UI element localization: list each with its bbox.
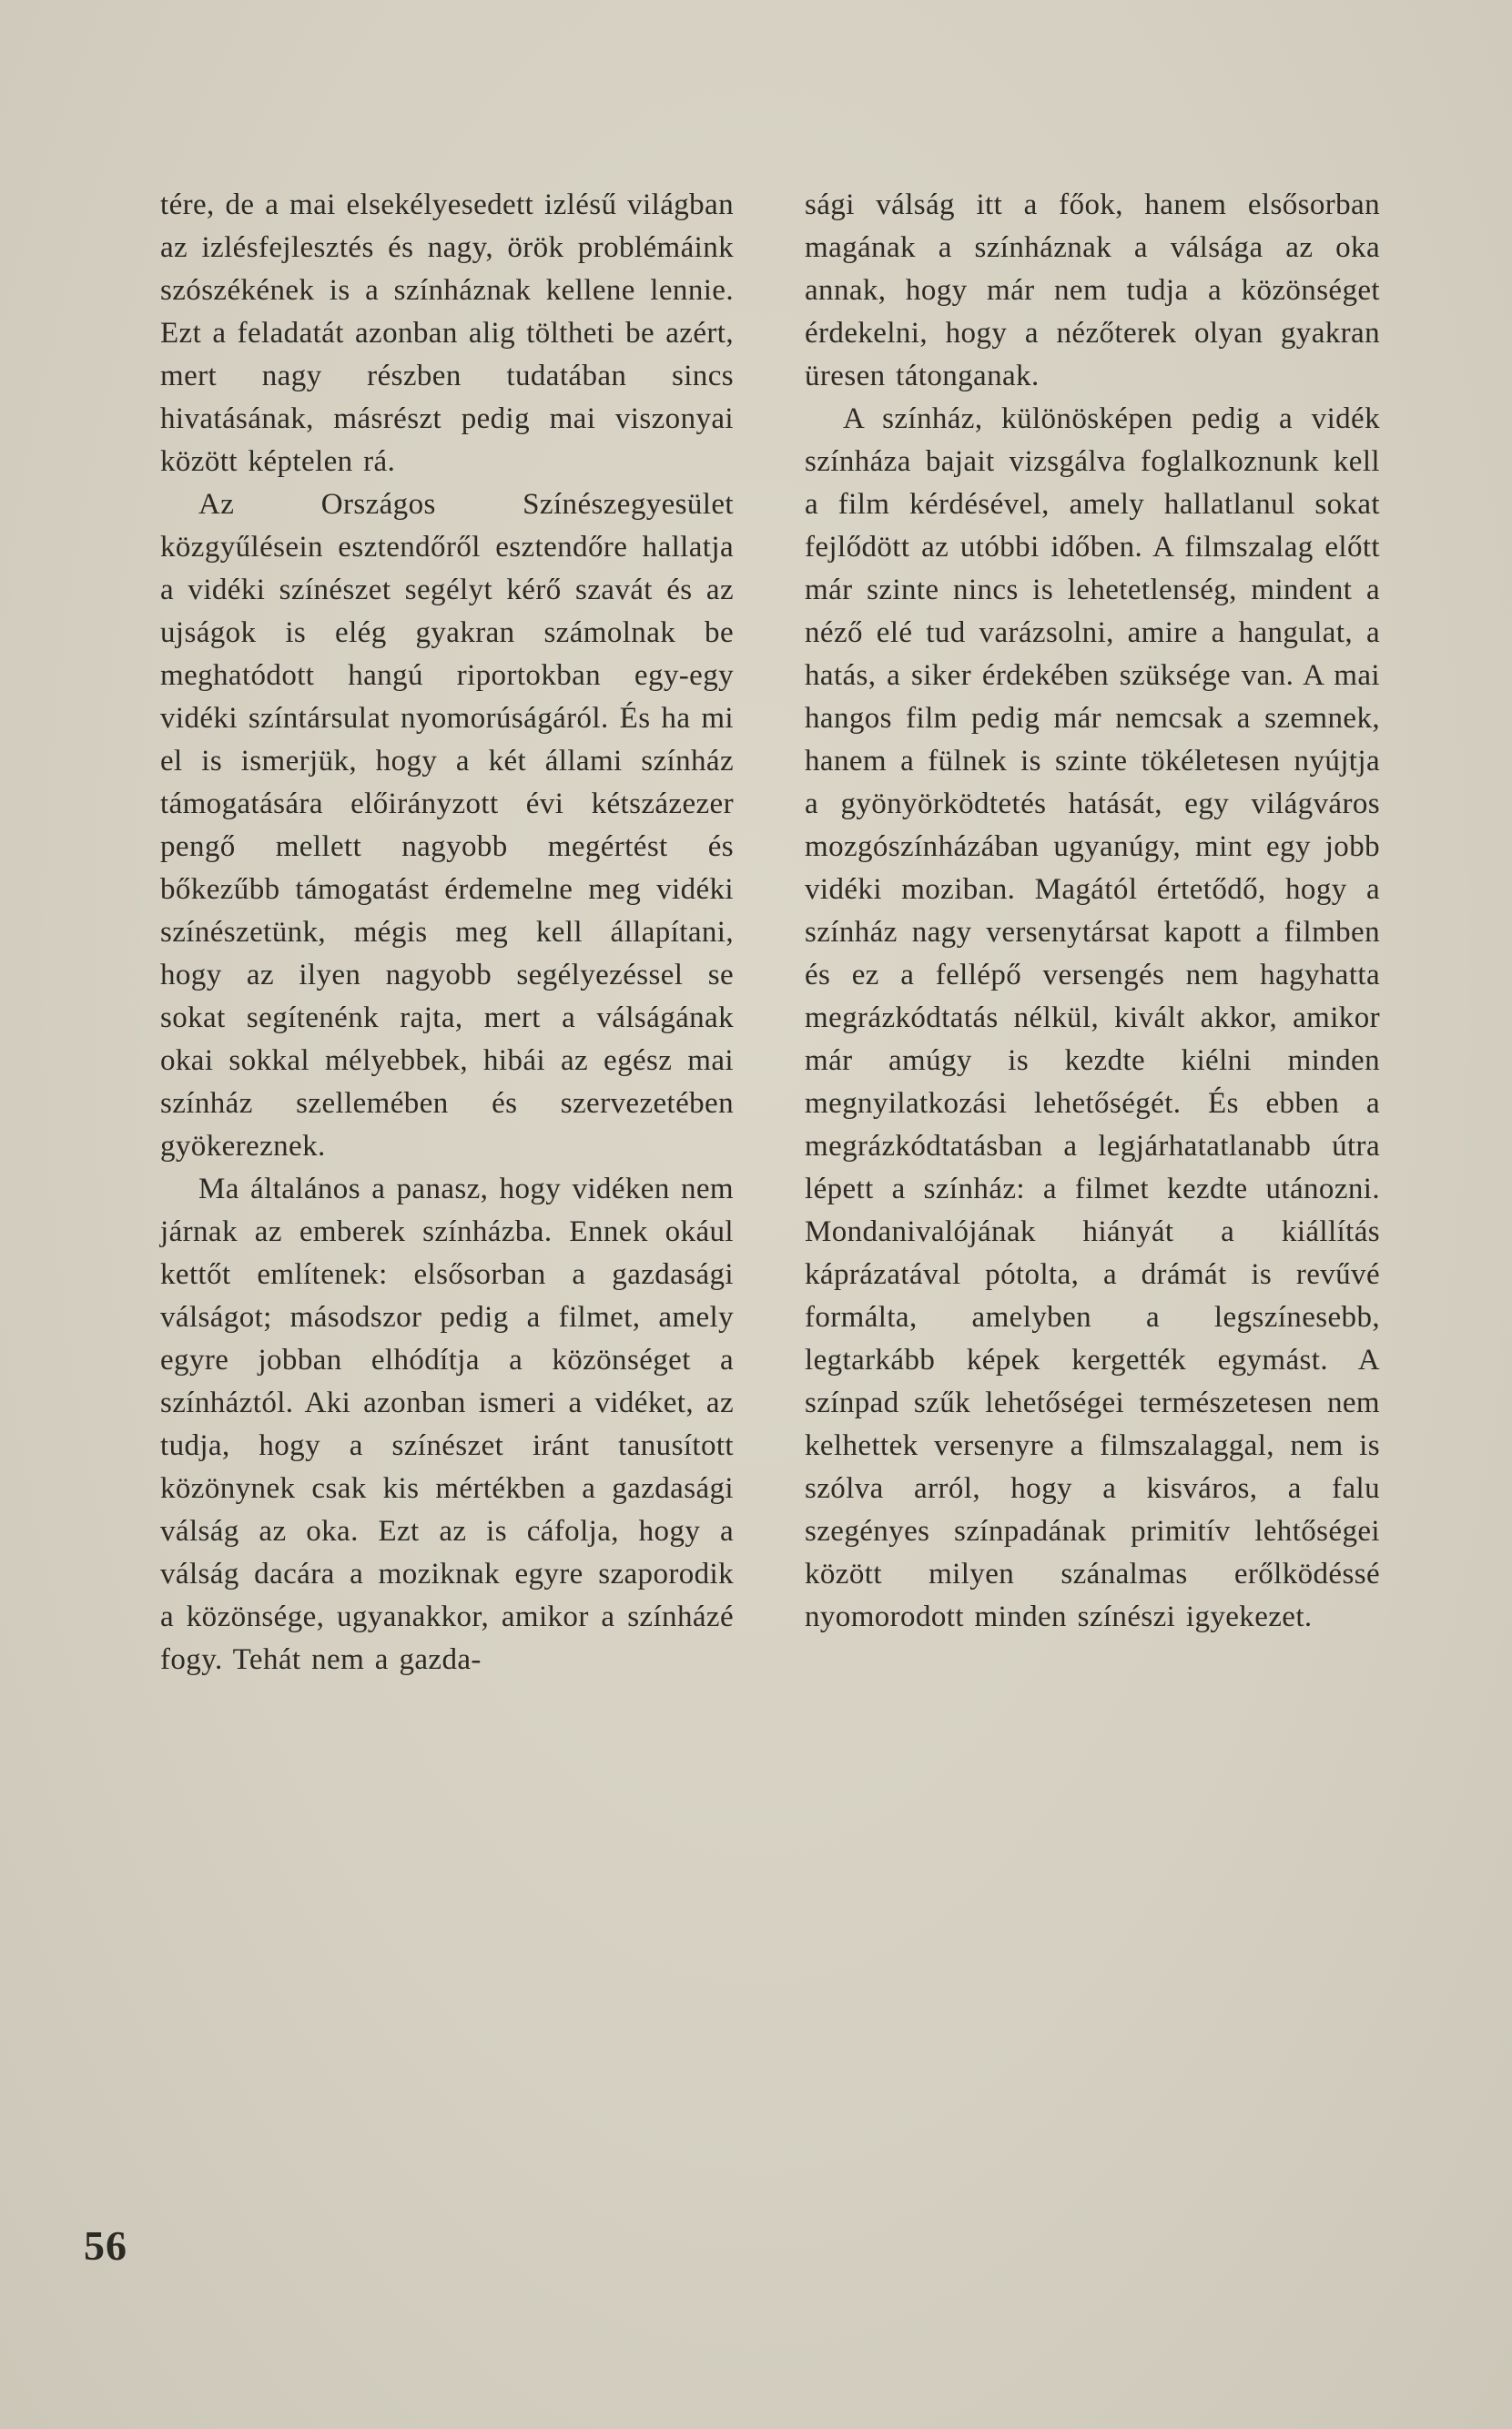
- body-paragraph: sági válság itt a főok, hanem elsősorban magának a színháznak a válsága az oka annak, hogy már nem tudja a közönséget érdekelni, hogy a nézőterek olyan gyakran üresen tátonganak.: [805, 188, 1380, 392]
- left-column: [160, 184, 734, 1682]
- body-paragraph: Az Országos Színészegyesület közgyűlésein esztendőről esztendőre hallatja a vidéki színészet segélyt kérő szavát és az ujságok is elég gyakran számolnak be meghatódott hangú riportokban egy-egy vidéki színtársulat nyomorúságáról. És ha mi el is ismerjük, hogy a két állami színház támogatására előirányzott évi kétszázezer pengő mellett nagyobb megértést és bőkezűbb támogatást érdemelne meg vidéki színészetünk, mégis meg kell állapítani, hogy az ilyen nagyobb segélyezéssel se sokat segítenénk rajta, mert a válságának okai sokkal mélyebbek, hibái az egész mai színház szellemében és szervezetében gyökereznek.: [160, 488, 734, 1163]
- body-paragraph: A színház, különösképen pedig a vidék színháza bajait vizsgálva foglalkoznunk kell a film kérdésével, amely hallatlanul sokat fejlődött az utóbbi időben. A filmszalag előtt már szinte nincs is lehetetlenség, mindent a néző elé tud varázsolni, amire a hangulat, a hatás, a siker érdekében szüksége van. A mai hangos film pedig már nemcsak a szemnek, hanem a fülnek is szinte tökéletesen nyújtja a gyönyörködtetés hatását, egy világváros mozgószínházában ugyanúgy, mint egy jobb vidéki moziban. Magától értetődő, hogy a színház nagy versenytársat kapott a filmben és ez a fellépő versengés nem hagyhatta megrázkódtatás nélkül, kivált akkor, amikor már amúgy is kezdte kiélni minden megnyilatkozási lehetőségét. És ebben a megrázkódtatásban a legjárhatatlanabb útra lépett a színház: a filmet kezdte utánozni. Mondanivalójának hiányát a kiállítás káprázatával pótolta, a drámát is revűvé formálta, amelyben a legszínesebb, legtarkább képek kergették egymást. A színpad szűk lehetőségei természetesen nem kelhettek versenyre a filmszalaggal, nem is szólva arról, hogy a kisváros, a falu szegényes színpadának primitív lehtőségei között milyen szánalmas erőlködéssé nyomorodott minden színészi igyekezet.: [805, 402, 1380, 1633]
- page-number: 56: [84, 2222, 127, 2269]
- body-paragraph: Ma általános a panasz, hogy vidéken nem járnak az emberek színházba. Ennek okául kettőt említenek: elsősorban a gazdasági válságot; másodszor pedig a filmet, amely egyre jobban elhódítja a közönséget a színháztól. Aki azonban ismeri a vidéket, az tudja, hogy a színészet iránt tanusított közönynek csak kis mértékben a gazdasági válság az oka. Ezt az is cáfolja, hogy a válság dacára a moziknak egyre szaporodik a közönsége, ugyanakkor, amikor a színházé fogy. Tehát nem a gazda-: [160, 1173, 734, 1676]
- right-column: [805, 184, 1380, 1639]
- body-paragraph: tére, de a mai elsekélyesedett izlésű világban az izlésfejlesztés és nagy, örök problémáink szószékének is a színháznak kellene lennie. Ezt a feladatát azonban alig töltheti be azért, mert nagy részben tudatában sincs hivatásának, másrészt pedig mai viszonyai között képtelen rá.: [160, 188, 734, 478]
